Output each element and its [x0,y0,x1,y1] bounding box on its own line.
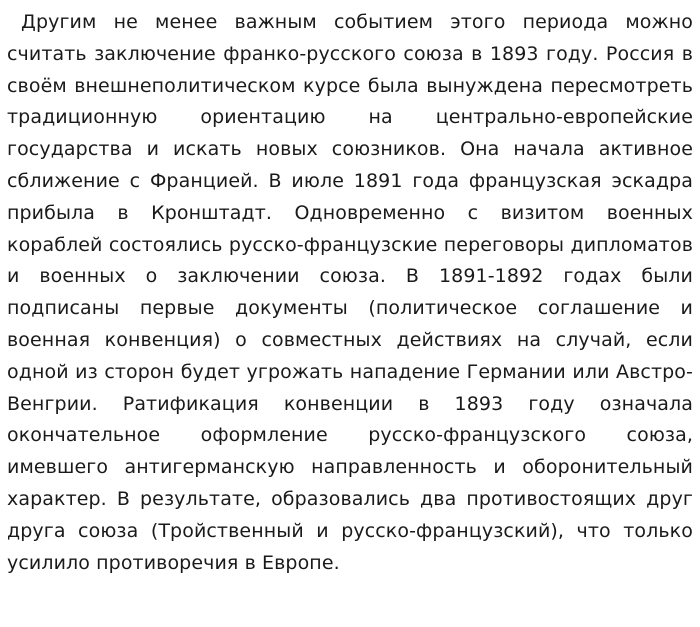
body-paragraph: Другим не менее важным событием этого периода можно считать заключение франко-русского союза в 1893 году. Россия в своём внешнеполитическом курсе была вынуждена пересмотреть традиционную ориентацию на центрально-европейские государства и искать новых союзников. Она начала активное сближение с Францией. В июле 1891 года французская эскадра прибыла в Кронштадт. Одновременно с визитом военных кораблей состоялись русско-французские переговоры дипломатов и военных о заключении союза. В 1891-1892 годах были подписаны первые документы (политическое соглашение и военная конвенция) о совместных действиях на случай, если одной из сторон будет угрожать нападение Германии или Австро-Венгрии. Ратификация конвенции в 1893 году означала окончательное оформление русско-французского союза, имевшего антигерманскую направленность и оборонительный характер. В результате, образовались два противостоящих друг друга союза (Тройственный и русско-французский), что только усилило противоречия в Европе. [7,11,693,574]
document-page [7,7,693,579]
